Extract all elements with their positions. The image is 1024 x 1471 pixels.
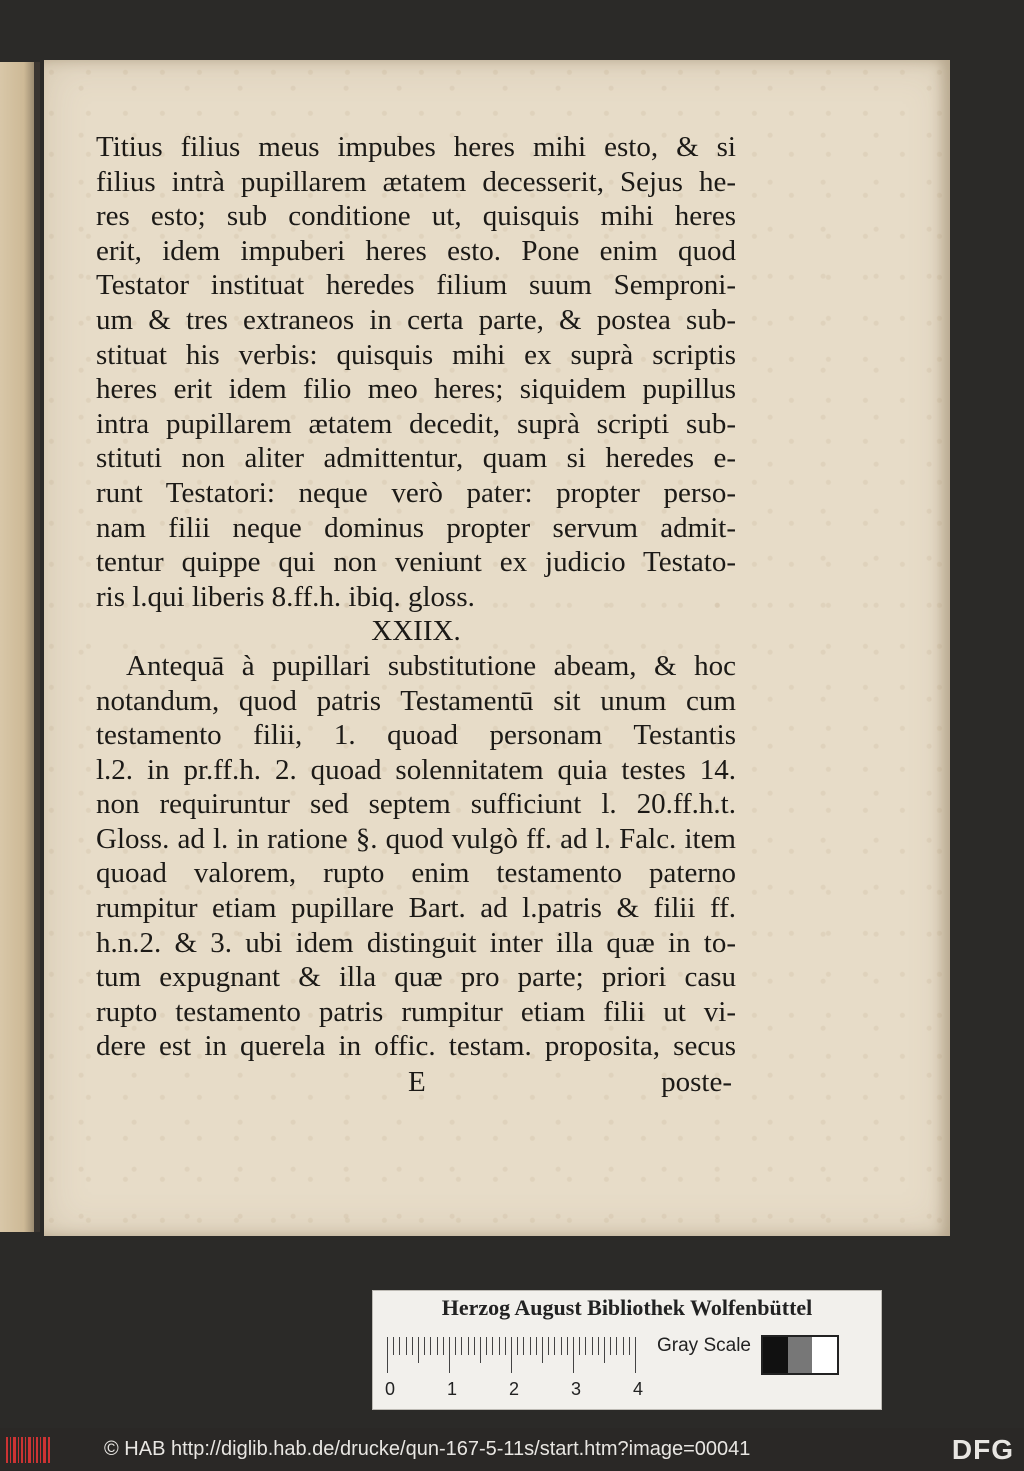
gray-scale-label: Gray Scale bbox=[657, 1335, 751, 1356]
book-spine bbox=[34, 62, 40, 1232]
ruler-number: 4 bbox=[633, 1379, 644, 1399]
text-line: filius intrà pupillarem ætatem decesserit, Sejus he- bbox=[96, 165, 736, 198]
ruler-tick bbox=[430, 1337, 431, 1355]
ruler-tick bbox=[536, 1337, 537, 1355]
text-line: ris l.qui liberis 8.ff.h. ibiq. gloss. bbox=[96, 580, 475, 613]
ruler-number: 3 bbox=[571, 1379, 582, 1399]
ruler-tick bbox=[598, 1337, 599, 1355]
ruler-tick bbox=[610, 1337, 611, 1355]
signature-mark: E bbox=[408, 1066, 426, 1098]
ruler-tick bbox=[492, 1337, 493, 1355]
ruler-tick bbox=[517, 1337, 518, 1355]
ruler-tick bbox=[616, 1337, 617, 1355]
ruler-tick bbox=[623, 1337, 624, 1355]
text-line: runt Testatori: neque verò pater: propter perso- bbox=[96, 476, 736, 509]
copyright-link[interactable]: © HAB http://diglib.hab.de/drucke/qun-167-5-11s/start.htm?image=00041 bbox=[104, 1438, 751, 1460]
text-line: res esto; sub conditione ut, quisquis mihi heres bbox=[96, 200, 736, 233]
ruler-tick bbox=[530, 1337, 531, 1355]
text-line: stituat his verbis: quisquis mihi ex suprà scriptis bbox=[96, 338, 736, 371]
text-line: Gloss. ad l. in ratione §. quod vulgò ff. ad l. Falc. item bbox=[96, 822, 736, 855]
library-label bbox=[372, 1290, 882, 1410]
ruler-tick bbox=[567, 1337, 568, 1355]
ruler-number: 0 bbox=[385, 1379, 396, 1399]
ruler-tick bbox=[393, 1337, 394, 1355]
ruler-tick bbox=[585, 1337, 586, 1355]
page-foot bbox=[96, 1066, 736, 1106]
gray-step-black bbox=[763, 1337, 788, 1373]
text-line: tentur quippe qui non veniunt ex judicio Testato- bbox=[96, 546, 736, 579]
ruler-tick bbox=[461, 1337, 462, 1355]
text-line: l.2. in pr.ff.h. 2. quoad solennitatem quia testes 14. bbox=[96, 753, 736, 786]
ruler-tick bbox=[629, 1337, 630, 1355]
ruler-tick bbox=[399, 1337, 400, 1355]
ruler-tick bbox=[474, 1337, 475, 1355]
footer-bar bbox=[0, 1428, 1024, 1471]
text-line: Titius filius meus impubes heres mihi esto, & si bbox=[96, 131, 736, 163]
ruler-tick bbox=[468, 1337, 469, 1355]
catchword: poste- bbox=[661, 1066, 732, 1098]
ruler-tick bbox=[486, 1337, 487, 1355]
scale-ruler bbox=[387, 1337, 649, 1373]
ruler-tick bbox=[554, 1337, 555, 1355]
dfg-logo: DFG bbox=[951, 1434, 1014, 1465]
text-line: testamento filii, 1. quoad personam Testantis bbox=[96, 719, 736, 752]
ruler-tick bbox=[424, 1337, 425, 1355]
ruler-tick bbox=[437, 1337, 438, 1355]
ruler-number: 1 bbox=[447, 1379, 458, 1399]
ruler-tick bbox=[505, 1337, 506, 1355]
ruler-tick bbox=[480, 1337, 481, 1363]
ruler-tick bbox=[387, 1337, 388, 1373]
gray-scale-swatch bbox=[761, 1335, 839, 1375]
text-line: quoad valorem, rupto enim testamento paterno bbox=[96, 857, 736, 890]
text-line: rumpitur etiam pupillare Bart. ad l.patris & filii ff. bbox=[96, 892, 736, 925]
ruler-tick bbox=[406, 1337, 407, 1355]
text-line: um & tres extraneos in certa parte, & postea sub- bbox=[96, 303, 736, 336]
ruler-numbers bbox=[385, 1379, 655, 1403]
text-line: Antequā à pupillari substitutione abeam, & hoc bbox=[126, 649, 736, 682]
ruler-tick bbox=[542, 1337, 543, 1363]
ruler-tick bbox=[573, 1337, 574, 1373]
gray-step-mid bbox=[788, 1337, 813, 1373]
ruler-tick bbox=[592, 1337, 593, 1355]
ruler-tick bbox=[579, 1337, 580, 1355]
barcode-icon bbox=[6, 1437, 50, 1463]
ruler-tick bbox=[418, 1337, 419, 1363]
gray-step-white bbox=[812, 1337, 837, 1373]
text-line: stituti non aliter admittentur, quam si heredes e- bbox=[96, 442, 736, 475]
ruler-tick bbox=[604, 1337, 605, 1363]
ruler-tick bbox=[548, 1337, 549, 1355]
facing-page-edge bbox=[0, 62, 40, 1232]
text-line: nam filii neque dominus propter servum admit- bbox=[96, 511, 736, 544]
ruler-tick bbox=[412, 1337, 413, 1355]
ruler-tick bbox=[561, 1337, 562, 1355]
text-line: erit, idem impuberi heres esto. Pone enim quod bbox=[96, 234, 736, 267]
ruler-tick bbox=[443, 1337, 444, 1355]
text-line: dere est in querela in offic. testam. proposita, secus bbox=[96, 1030, 736, 1063]
text-line: rupto testamento patris rumpitur etiam filii ut vi- bbox=[96, 995, 736, 1028]
ruler-tick bbox=[499, 1337, 500, 1355]
ruler-tick bbox=[511, 1337, 512, 1373]
page-text bbox=[96, 130, 736, 1064]
text-line: tum expugnant & illa quæ pro parte; priori casu bbox=[96, 961, 736, 994]
text-line: non requiruntur sed septem sufficiunt l. 20.ff.h.t. bbox=[96, 788, 736, 821]
text-line: Testator instituat heredes filium suum Semproni- bbox=[96, 269, 736, 302]
ruler-tick bbox=[449, 1337, 450, 1373]
ruler-tick bbox=[635, 1337, 636, 1373]
ruler-tick bbox=[523, 1337, 524, 1355]
ruler-tick bbox=[455, 1337, 456, 1355]
section-heading: XXIIX. bbox=[371, 615, 461, 648]
text-line: heres erit idem filio meo heres; siquidem pupillus bbox=[96, 373, 736, 406]
text-line: notandum, quod patris Testamentū sit unum cum bbox=[96, 684, 736, 717]
library-name: Herzog August Bibliothek Wolfenbüttel bbox=[441, 1295, 813, 1320]
ruler-number: 2 bbox=[509, 1379, 520, 1399]
text-line: h.n.2. & 3. ubi idem distinguit inter illa quæ in to- bbox=[96, 926, 736, 959]
text-line: intra pupillarem ætatem decedit, suprà scripti sub- bbox=[96, 407, 736, 440]
